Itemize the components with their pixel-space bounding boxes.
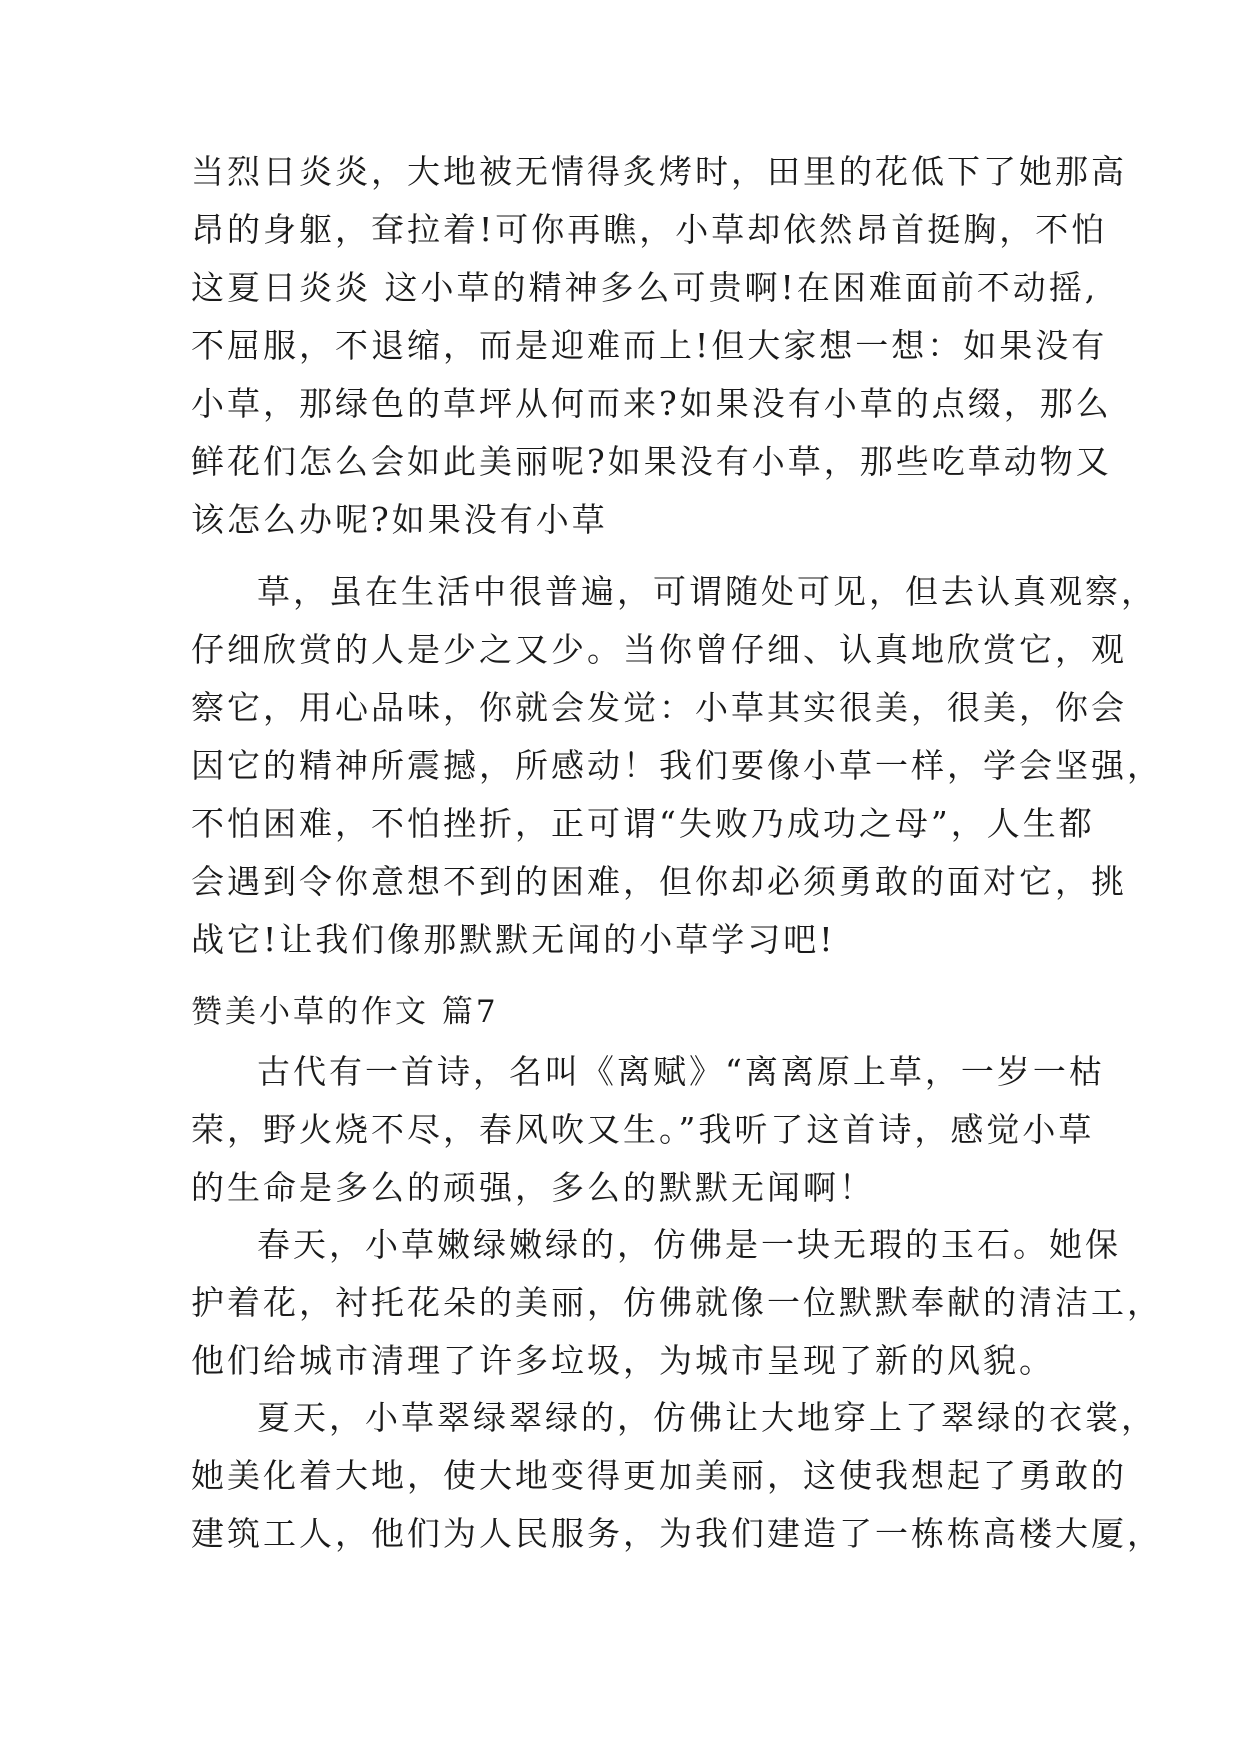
paragraph-line: 不屈服，不退缩，而是迎难而上!但大家想一想：如果没有 (191, 326, 1108, 365)
paragraph-line: 她美化着大地，使大地变得更加美丽，这使我想起了勇敢的 (191, 1456, 1127, 1495)
section-heading (191, 983, 1061, 1041)
paragraph-4 (191, 1216, 1163, 1390)
paragraph-line: 的生命是多么的顽强，多么的默默无闻啊！ (191, 1168, 875, 1207)
paragraph-1 (191, 143, 1127, 549)
paragraph-3 (191, 1043, 1105, 1217)
paragraph-line: 小草，那绿色的草坪从何而来?如果没有小草的点缀，那么 (191, 384, 1112, 423)
paragraph-line: 夏天，小草翠绿翠绿的，仿佛让大地穿上了翠绿的衣裳， (257, 1398, 1157, 1437)
paragraph-line: 荣，野火烧不尽，春风吹又生。”我听了这首诗，感觉小草 (191, 1110, 1095, 1149)
paragraph-line: 仔细欣赏的人是少之又少。当你曾仔细、认真地欣赏它，观 (191, 630, 1127, 669)
paragraph-2 (191, 563, 1163, 969)
paragraph-line: 昂的身躯，耷拉着!可你再瞧，小草却依然昂首挺胸，不怕 (191, 210, 1108, 249)
paragraph-line: 护着花，衬托花朵的美丽，仿佛就像一位默默奉献的清洁工， (191, 1283, 1163, 1322)
paragraph-line: 古代有一首诗，名叫《离赋》“离离原上草，一岁一枯 (257, 1052, 1105, 1091)
paragraph-line: 草，虽在生活中很普遍，可谓随处可见，但去认真观察， (257, 572, 1157, 611)
paragraph-line: 春天，小草嫩绿嫩绿的，仿佛是一块无瑕的玉石。她保 (257, 1225, 1121, 1264)
paragraph-5 (191, 1389, 1163, 1563)
paragraph-line: 会遇到令你意想不到的困难，但你却必须勇敢的面对它，挑 (191, 862, 1127, 901)
paragraph-line: 该怎么办呢?如果没有小草 (191, 500, 608, 539)
paragraph-line: 察它，用心品味，你就会发觉：小草其实很美，很美，你会 (191, 688, 1127, 727)
paragraph-line: 建筑工人，他们为人民服务，为我们建造了一栋栋高楼大厦， (191, 1514, 1163, 1553)
paragraph-line: 这夏日炎炎 这小草的精神多么可贵啊!在困难面前不动摇, (191, 268, 1099, 307)
paragraph-line: 因它的精神所震撼，所感动！我们要像小草一样，学会坚强， (191, 746, 1163, 785)
paragraph-line: 当烈日炎炎，大地被无情得炙烤时，田里的花低下了她那高 (191, 152, 1127, 191)
heading-text: 赞美小草的作文 篇7 (191, 994, 499, 1030)
paragraph-line: 战它!让我们像那默默无闻的小草学习吧! (191, 920, 836, 959)
paragraph-line: 他们给城市清理了许多垃圾，为城市呈现了新的风貌。 (191, 1341, 1055, 1380)
paragraph-line: 鲜花们怎么会如此美丽呢?如果没有小草，那些吃草动物又 (191, 442, 1112, 481)
paragraph-line: 不怕困难，不怕挫折，正可谓“失败乃成功之母”，人生都 (191, 804, 1095, 843)
